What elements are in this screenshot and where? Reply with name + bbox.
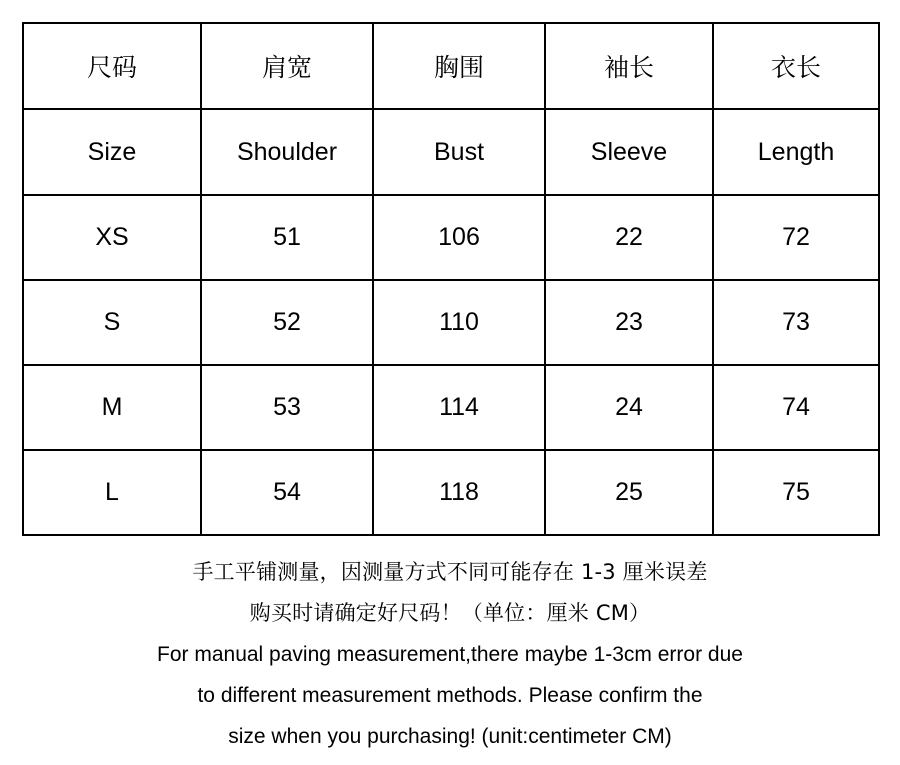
size-table <box>22 22 880 536</box>
cell-shoulder: 54 <box>201 450 373 535</box>
header-cn-length: 衣长 <box>713 23 879 109</box>
table-row <box>23 365 879 450</box>
cell-bust: 106 <box>373 195 545 280</box>
cell-shoulder: 53 <box>201 365 373 450</box>
table-row <box>23 450 879 535</box>
header-cn-bust: 胸围 <box>373 23 545 109</box>
header-en-shoulder: Shoulder <box>201 109 373 195</box>
table-row-header-cn <box>23 23 879 109</box>
cell-size: M <box>23 365 201 450</box>
cell-bust: 110 <box>373 280 545 365</box>
measurement-notes <box>0 552 900 757</box>
cell-sleeve: 25 <box>545 450 713 535</box>
cell-sleeve: 24 <box>545 365 713 450</box>
cell-bust: 114 <box>373 365 545 450</box>
cell-size: L <box>23 450 201 535</box>
header-en-sleeve: Sleeve <box>545 109 713 195</box>
header-cn-shoulder: 肩宽 <box>201 23 373 109</box>
cell-size: XS <box>23 195 201 280</box>
cell-shoulder: 51 <box>201 195 373 280</box>
cell-length: 73 <box>713 280 879 365</box>
table-row-header-en <box>23 109 879 195</box>
cell-shoulder: 52 <box>201 280 373 365</box>
header-en-length: Length <box>713 109 879 195</box>
header-cn-sleeve: 袖长 <box>545 23 713 109</box>
header-cn-size: 尺码 <box>23 23 201 109</box>
note-line-en-2: to different measurement methods. Please confirm the <box>197 684 703 707</box>
cell-size: S <box>23 280 201 365</box>
table-row <box>23 195 879 280</box>
cell-length: 72 <box>713 195 879 280</box>
cell-bust: 118 <box>373 450 545 535</box>
header-en-bust: Bust <box>373 109 545 195</box>
cell-length: 75 <box>713 450 879 535</box>
cell-sleeve: 22 <box>545 195 713 280</box>
cell-length: 74 <box>713 365 879 450</box>
note-line-cn-2: 购买时请确定好尺码！（单位：厘米 CM） <box>249 601 651 625</box>
header-en-size: Size <box>23 109 201 195</box>
note-line-en-1: For manual paving measurement,there maybe 1-3cm error due <box>157 643 743 666</box>
table-row <box>23 280 879 365</box>
size-table-container <box>22 22 878 536</box>
cell-sleeve: 23 <box>545 280 713 365</box>
note-line-cn-1: 手工平铺测量，因测量方式不同可能存在 1-3 厘米误差 <box>192 560 708 584</box>
note-line-en-3: size when you purchasing! (unit:centimeter CM) <box>228 725 672 748</box>
